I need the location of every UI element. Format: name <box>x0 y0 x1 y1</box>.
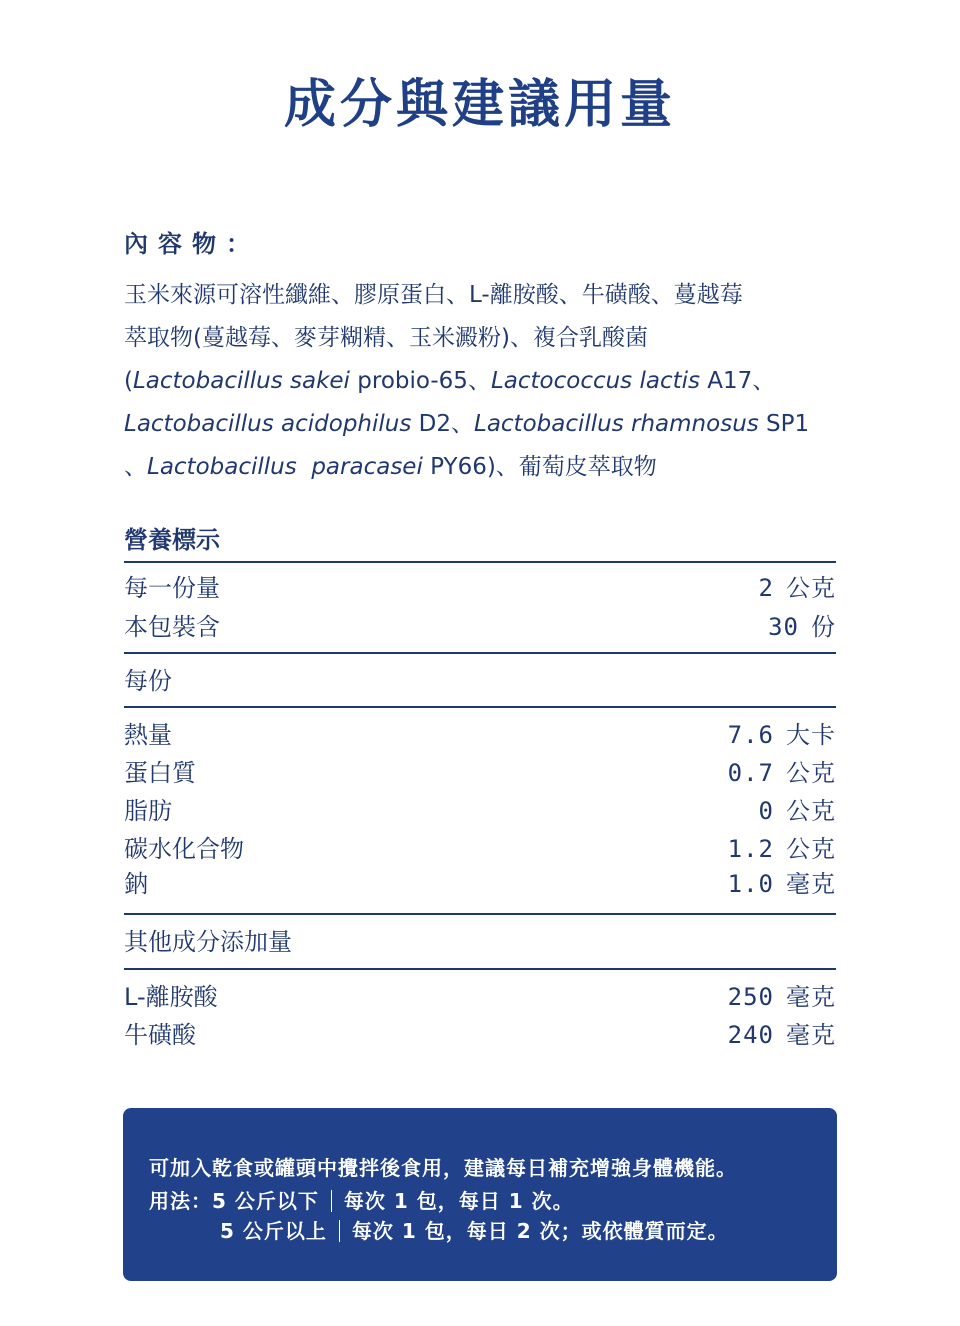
ingredient-text: 、 <box>124 454 147 480</box>
serving-unit: 公克 <box>786 574 836 602</box>
usage-intro: 可加入乾食或罐頭中攪拌後食用，建議每日補充增強身體機能。 <box>149 1156 737 1180</box>
species-name: Lactobacillus rhamnosus <box>474 411 759 437</box>
nutrient-value: 1.0 <box>727 870 774 898</box>
ingredient-text: A17、 <box>700 368 776 394</box>
nutrient-value: 0 <box>758 797 774 825</box>
per-serving-label: 每份 <box>124 667 172 695</box>
ingredient-text: probio-65、 <box>349 368 491 394</box>
serving-label: 每一份量 <box>124 574 220 602</box>
other-row <box>124 1017 836 1053</box>
nutrient-label: 蛋白質 <box>124 759 196 787</box>
nutrient-label: 脂肪 <box>124 797 172 825</box>
nutrient-value: 7.6 <box>727 721 774 749</box>
nutrient-row <box>124 755 836 791</box>
nutrient-label: 熱量 <box>124 721 172 749</box>
usage-prefix: 用法： <box>149 1189 212 1213</box>
nutrient-row <box>124 793 836 829</box>
ingredients-line <box>124 446 840 489</box>
ingredients-line <box>124 360 840 403</box>
nutrient-value: 0.7 <box>727 759 774 787</box>
other-row <box>124 979 836 1015</box>
divider <box>124 706 836 708</box>
ingredients-line <box>124 274 840 317</box>
usage-box <box>123 1108 837 1281</box>
usage-dose: 每次 1 包，每日 1 次。 <box>343 1189 574 1213</box>
divider <box>124 561 836 563</box>
usage-weight: 5 公斤以上 <box>220 1219 327 1243</box>
serving-value: 2 <box>758 574 774 602</box>
other-label: 牛磺酸 <box>124 1021 196 1049</box>
ingredient-text: ( <box>124 368 133 394</box>
nutrient-row <box>124 831 836 867</box>
ingredients-line <box>124 403 840 446</box>
usage-weight: 5 公斤以下 <box>212 1189 319 1213</box>
species-name: Lactobacillus paracasei <box>147 454 423 480</box>
other-unit: 毫克 <box>786 1021 836 1049</box>
nutrient-row <box>124 717 836 753</box>
other-value: 240 <box>727 1021 774 1049</box>
nutrient-label: 碳水化合物 <box>124 835 244 863</box>
divider <box>124 913 836 915</box>
species-name: Lactobacillus sakei <box>132 368 350 394</box>
other-unit: 毫克 <box>786 983 836 1011</box>
serving-row <box>124 570 836 606</box>
nutrient-unit: 毫克 <box>786 870 836 898</box>
nutrient-unit: 公克 <box>786 797 836 825</box>
serving-unit: 份 <box>811 613 836 641</box>
usage-row-1 <box>149 1185 574 1214</box>
divider <box>124 652 836 654</box>
usage-row-2 <box>220 1215 729 1244</box>
serving-value: 30 <box>768 613 799 641</box>
species-name: Lactococcus lactis <box>490 368 700 394</box>
nutrient-row <box>124 866 836 902</box>
serving-label: 本包裝含 <box>124 613 220 641</box>
ingredient-text: PY66)、葡萄皮萃取物 <box>422 454 657 480</box>
nutrition-title: 營養標示 <box>124 526 220 554</box>
other-ingredients-title: 其他成分添加量 <box>124 928 292 956</box>
nutrient-value: 1.2 <box>727 835 774 863</box>
ingredient-text: 萃取物(蔓越莓、麥芽糊精、玉米澱粉)、複合乳酸菌 <box>124 325 648 351</box>
ingredient-text: SP1 <box>758 411 810 437</box>
separator <box>339 1220 340 1242</box>
usage-dose: 每次 1 包，每日 2 次；或依體質而定。 <box>351 1219 729 1243</box>
ingredients-heading: 內容物： <box>124 230 260 258</box>
ingredients-text <box>124 274 840 489</box>
ingredient-text: D2、 <box>411 411 474 437</box>
nutrient-unit: 公克 <box>786 759 836 787</box>
other-value: 250 <box>727 983 774 1011</box>
nutrient-label: 鈉 <box>124 870 148 898</box>
nutrient-unit: 公克 <box>786 835 836 863</box>
divider <box>124 968 836 970</box>
other-title-row <box>124 924 836 960</box>
per-serving-row <box>124 663 836 699</box>
page-title: 成分與建議用量 <box>283 75 676 135</box>
ingredient-text: 玉米來源可溶性纖維、膠原蛋白、L-離胺酸、牛磺酸、蔓越莓 <box>124 282 743 308</box>
nutrient-unit: 大卡 <box>786 721 836 749</box>
separator <box>331 1190 332 1212</box>
other-label: L-離胺酸 <box>124 983 218 1011</box>
ingredients-line <box>124 317 840 360</box>
serving-row <box>124 609 836 645</box>
species-name: Lactobacillus acidophilus <box>124 411 412 437</box>
